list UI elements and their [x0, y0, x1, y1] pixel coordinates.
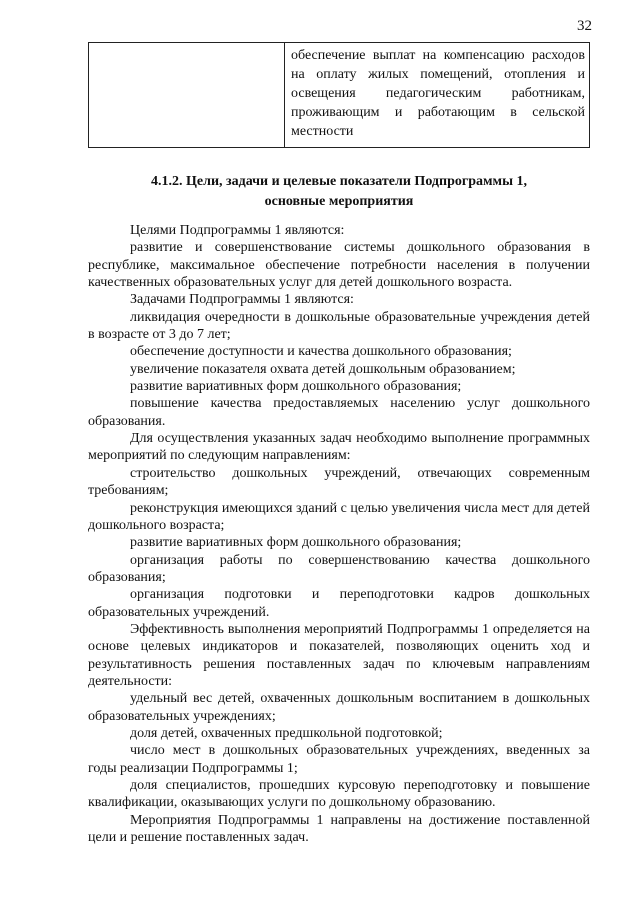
paragraph: развитие и совершенствование системы дошкольного образования в республике, максимальное обеспечение потребности населения в получении качественных образовательных услуг для детей дошкольного возраста.	[88, 240, 590, 291]
continuation-table	[88, 42, 590, 148]
paragraph: удельный вес детей, охваченных дошкольным воспитанием в дошкольных образовательных учреждениях;	[88, 691, 590, 724]
paragraph: Для осуществления указанных задач необходимо выполнение программных мероприятий по следующим направлениям:	[88, 431, 590, 464]
section-heading	[88, 172, 590, 212]
paragraph: повышение качества предоставляемых населению услуг дошкольного образования.	[88, 396, 590, 429]
paragraph: Эффективность выполнения мероприятий Подпрограммы 1 определяется на основе целевых индикаторов и показателей, позволяющих оценить ход и результативность решения поставленных задач по ключевым направлениям деятельности:	[88, 621, 590, 689]
paragraph: ликвидация очередности в дошкольные образовательные учреждения детей в возрасте от 3 до 7 лет;	[88, 309, 590, 343]
section-heading-line2: основные мероприятия	[264, 194, 414, 209]
body-text	[88, 222, 590, 846]
paragraph: увеличение показателя охвата детей дошкольным образованием;	[130, 361, 516, 377]
paragraph: число мест в дошкольных образовательных учреждениях, введенных за годы реализации Подпрограммы 1;	[88, 743, 590, 776]
paragraph: доля детей, охваченных предшкольной подготовкой;	[130, 725, 443, 741]
paragraph: строительство дошкольных учреждений, отвечающих современным требованиям;	[88, 465, 590, 499]
paragraph: обеспечение доступности и качества дошкольного образования;	[130, 344, 512, 360]
table-row	[89, 43, 590, 148]
paragraph: реконструкция имеющихся зданий с целью увеличения числа мест для детей дошкольного возраста;	[88, 500, 590, 533]
paragraph: Целями Подпрограммы 1 являются:	[130, 223, 345, 238]
table-cell-empty	[89, 43, 285, 148]
paragraph: Задачами Подпрограммы 1 являются:	[130, 292, 354, 308]
page-number: 32	[577, 18, 592, 34]
section-heading-line1: 4.1.2. Цели, задачи и целевые показатели Подпрограммы 1,	[150, 174, 528, 189]
paragraph: организация подготовки и переподготовки кадров дошкольных образовательных учреждений.	[88, 587, 590, 620]
paragraph: развитие вариативных форм дошкольного образования;	[130, 535, 462, 551]
paragraph: организация работы по совершенствованию качества дошкольного образования;	[88, 552, 590, 585]
paragraph: доля специалистов, прошедших курсовую переподготовку и повышение квалификации, оказывающих услуги по дошкольному образованию.	[88, 778, 590, 811]
paragraph: Мероприятия Подпрограммы 1 направлены на достижение поставленной цели и решение поставленных задач.	[88, 812, 590, 846]
table-cell-text: обеспечение выплат на компенсацию расходов на оплату жилых помещений, отопления и освещения педагогическим работникам, проживающим и работающим в сельской местности	[285, 43, 590, 148]
paragraph: развитие вариативных форм дошкольного образования;	[130, 379, 462, 395]
